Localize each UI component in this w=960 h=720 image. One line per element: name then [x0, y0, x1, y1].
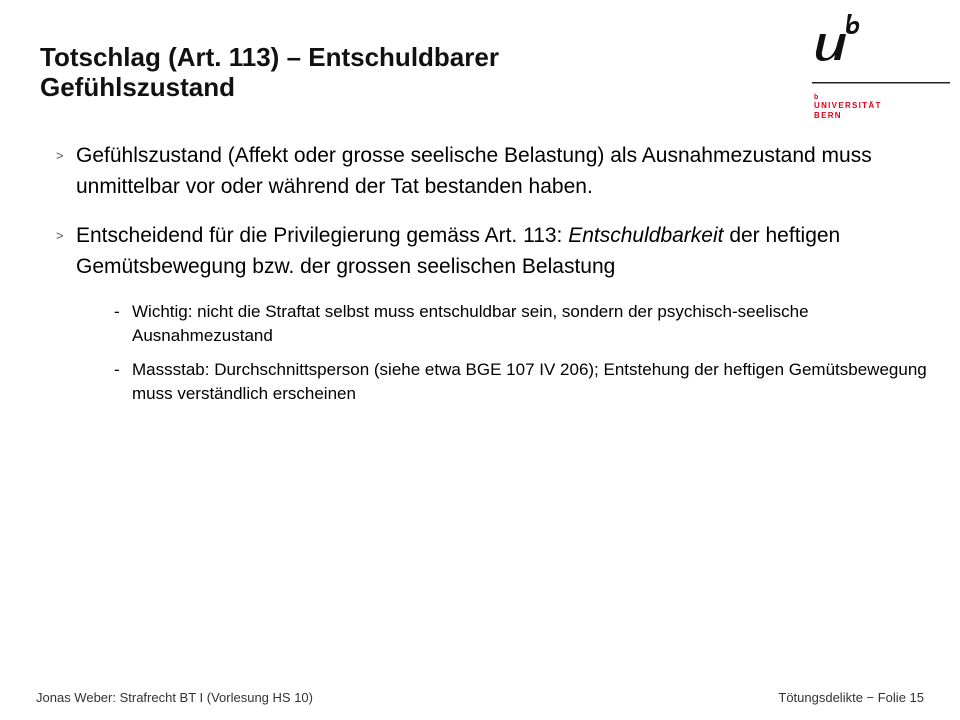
slide-title-line-1: Totschlag (Art. 113) – Entschuldbarer: [40, 42, 499, 72]
sub-item-1-text: Wichtig: nicht die Straftat selbst muss entschuldbar sein, sondern der psychisch-seelische Ausnahmezustand: [132, 302, 809, 345]
bullet-2-text-before: Entscheidend für die Privilegierung gemäss Art. 113:: [76, 224, 569, 247]
sub-dash: -: [114, 302, 120, 321]
sub-item-1: [56, 300, 936, 348]
slide-title-line-2: Gefühlszustand: [40, 72, 236, 102]
slide-title: [40, 42, 740, 102]
bullet-2-text-italic: Entschuldbarkeit: [568, 224, 724, 247]
bullet-marker-icon: >: [56, 228, 64, 243]
bullet-1: [56, 140, 936, 202]
footer-author: Jonas Weber: Strafrecht BT I (Vorlesung HS 10): [36, 690, 313, 705]
university-bern-logo: [812, 8, 952, 123]
logo-small-b: b: [814, 94, 820, 101]
bullet-marker-icon: >: [56, 148, 64, 163]
logo-bern: BERN: [814, 111, 842, 120]
slide-content: [56, 140, 936, 416]
bullet-2-text-after: der heftigen Gemütsbewegung bzw. der grossen seelischen Belastung: [76, 224, 841, 278]
ub-logo-icon: [812, 8, 952, 88]
sub-dash: -: [114, 360, 120, 379]
logo-universitaet: UNIVERSITÄT: [814, 101, 882, 110]
sub-item-2-text: Massstab: Durchschnittsperson (siehe etwa BGE 107 IV 206); Entstehung der heftigen Gemütsbewegung muss verständlich erscheinen: [132, 360, 927, 403]
bullet-1-text: Gefühlszustand (Affekt oder grosse seelische Belastung) als Ausnahmezustand muss unmittelbar vor oder während der Tat bestanden haben.: [76, 144, 872, 198]
sub-item-2: [56, 358, 936, 406]
footer-slide-number: Tötungsdelikte − Folie 15: [778, 690, 924, 705]
bullet-2: [56, 220, 936, 282]
